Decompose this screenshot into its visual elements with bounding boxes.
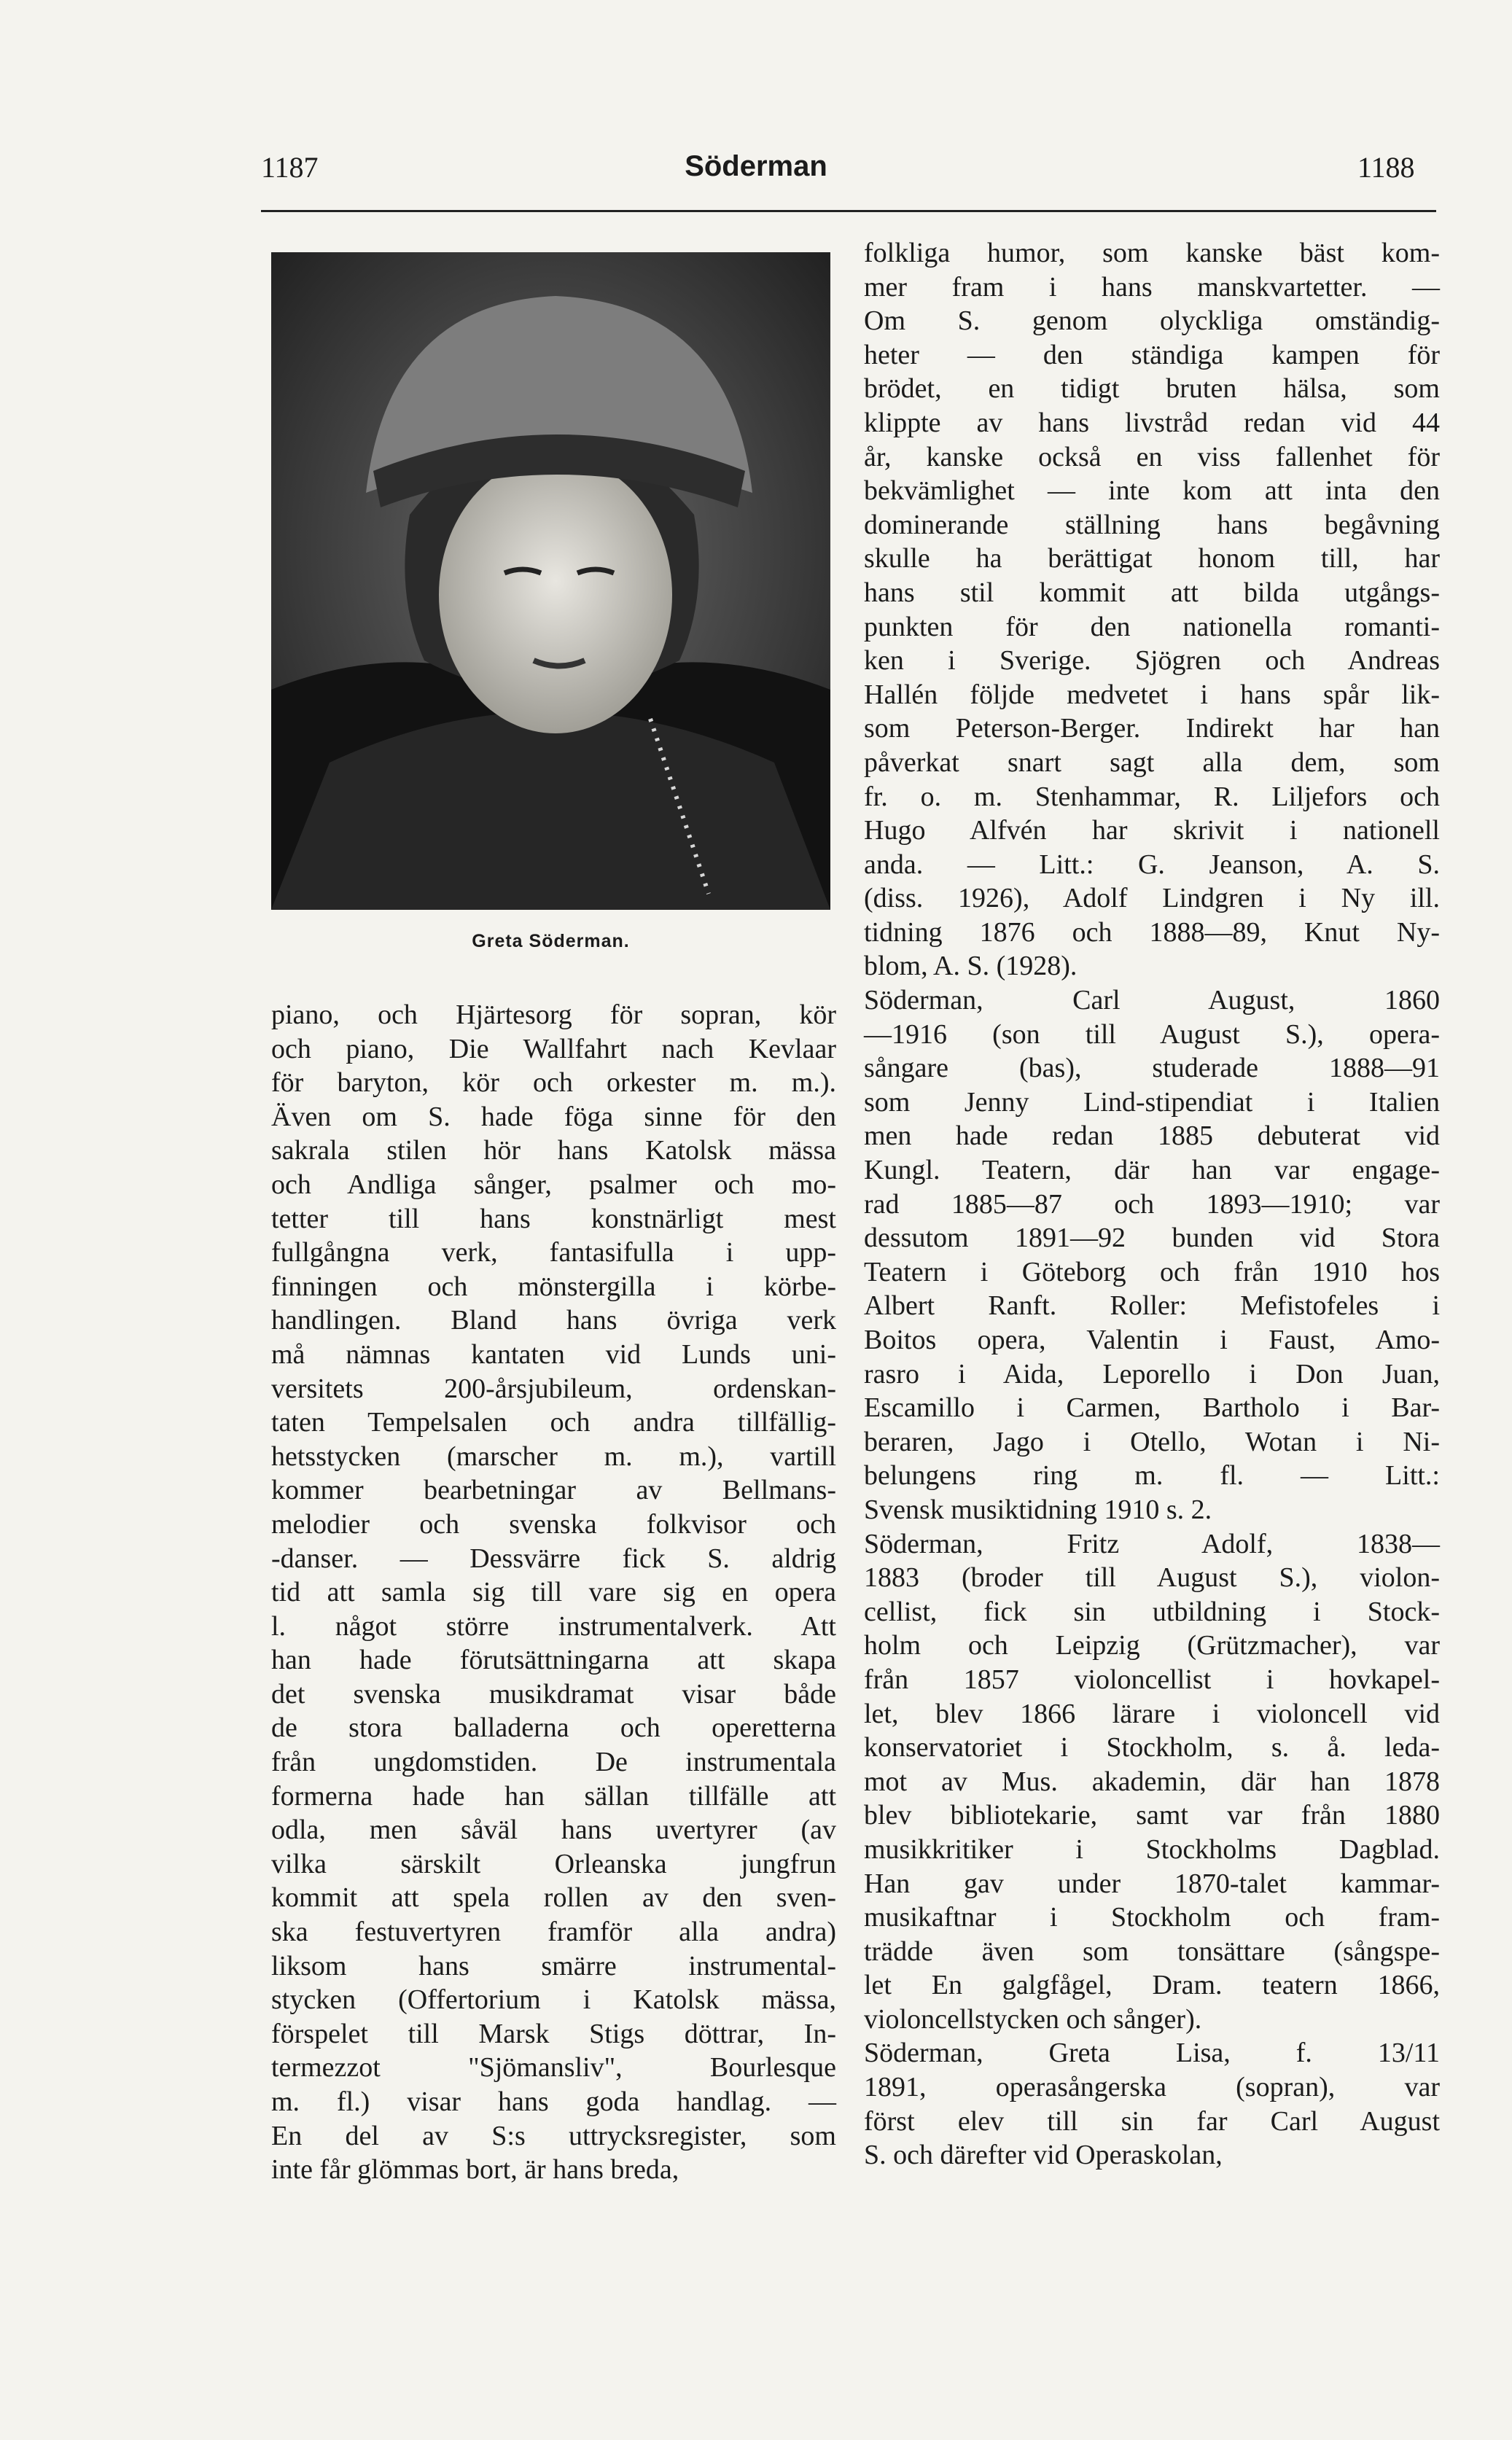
text-line: de stora balladerna och operetterna [271,1712,836,1744]
text-line: holm och Leipzig (Grützmacher), var [864,1630,1440,1661]
text-line: från 1857 violoncellist i hovkapel- [864,1664,1440,1695]
text-line: mot av Mus. akademin, där han 1878 [864,1766,1440,1797]
text-line: let En galgfågel, Dram. teatern 1866, [864,1970,1440,2001]
text-line: må nämnas kantaten vid Lunds uni- [271,1338,836,1370]
text-line: rasro i Aida, Leporello i Don Juan, [864,1358,1440,1389]
text-line: piano, och Hjärtesorg för sopran, kör [271,999,836,1030]
text-line: ska festuvertyren framför alla andra) [271,1917,836,1948]
page-number-right: 1188 [1357,151,1415,184]
text-line: Söderman, Fritz Adolf, 1838— [864,1528,1440,1559]
text-line: blev bibliotekarie, samt var från 1880 [864,1800,1440,1831]
text-line: Hugo Alfvén har skrivit i nationell [864,815,1440,846]
header-rule [261,210,1436,212]
text-line: först elev till sin far Carl August [864,2105,1440,2137]
text-line: han hade förutsättningarna att skapa [271,1645,836,1676]
text-line: Boitos opera, Valentin i Faust, Amo- [864,1325,1440,1355]
text-line: 1891, operasångerska (sopran), var [864,2072,1440,2103]
text-line: klippte av hans livstråd redan vid 44 [864,407,1440,438]
left-text-column [271,998,836,2187]
portrait-image [271,252,830,910]
running-head: Söderman [685,150,827,182]
text-line: musikkritiker i Stockholms Dagblad. [864,1833,1440,1865]
text-line: brödet, en tidigt bruten hälsa, som [864,373,1440,405]
text-line: sakrala stilen hör hans Katolsk mässa [271,1135,836,1166]
text-line: handlingen. Bland hans övriga verk [271,1305,836,1336]
text-line: violoncellstycken och sånger). [864,2003,1202,2035]
text-line: S. och därefter vid Operaskolan, [864,2140,1223,2171]
text-line: (diss. 1926), Adolf Lindgren i Ny ill. [864,883,1440,914]
text-line: dominerande ställning hans begåvning [864,509,1440,540]
text-line: Han gav under 1870-talet kammar- [864,1868,1440,1899]
text-line: inte får glömmas bort, är hans breda, [271,2154,679,2186]
text-line: melodier och svenska folkvisor och [271,1508,836,1540]
text-line: hetsstycken (marscher m. m.), vartill [271,1441,836,1472]
text-line: fullgångna verk, fantasifulla i upp- [271,1237,836,1268]
text-line: l. något större instrumentalverk. Att [271,1610,836,1642]
text-line: kommit att spela rollen av den sven- [271,1882,836,1914]
text-line: sångare (bas), studerade 1888—91 [864,1053,1440,1084]
text-line: Escamillo i Carmen, Bartholo i Bar- [864,1392,1440,1424]
text-line: Om S. genom olyckliga omständig- [864,305,1440,337]
text-line: påverkat snart sagt alla dem, som [864,747,1440,778]
text-line: Teatern i Göteborg och från 1910 hos [864,1256,1440,1287]
text-line: mer fram i hans manskvartetter. — [864,271,1440,303]
text-line: Svensk musiktidning 1910 s. 2. [864,1494,1212,1525]
text-line: Även om S. hade föga sinne för den [271,1101,836,1132]
text-line: som Jenny Lind-stipendiat i Italien [864,1086,1440,1118]
text-line: ken i Sverige. Sjögren och Andreas [864,645,1440,677]
text-line: tid att samla sig till vare sig en opera [271,1577,836,1608]
text-line: förspelet till Marsk Stigs döttrar, In- [271,2018,836,2049]
text-line: cellist, fick sin utbildning i Stock- [864,1596,1440,1627]
text-line: odla, men såväl hans uvertyrer (av [271,1815,836,1846]
text-line: musikaftnar i Stockholm och fram- [864,1902,1440,1933]
page-number-left: 1187 [261,151,319,184]
text-line: punkten för den nationella romanti- [864,611,1440,642]
text-line: från ungdomstiden. De instrumentala [271,1747,836,1778]
text-line: Albert Ranft. Roller: Mefistofeles i [864,1290,1440,1322]
text-line: 1883 (broder till August S.), violon- [864,1562,1440,1594]
text-line: folkliga humor, som kanske bäst kom- [864,238,1440,268]
text-line: kommer bearbetningar av Bellmans- [271,1475,836,1506]
text-line: let, blev 1866 lärare i violoncell vid [864,1698,1440,1729]
text-line: men hade redan 1885 debuterat vid [864,1120,1440,1152]
text-line: -danser. — Dessvärre fick S. aldrig [271,1543,836,1574]
text-line: det svenska musikdramat visar både [271,1678,836,1710]
text-line: Söderman, Carl August, 1860 [864,985,1440,1016]
text-line: och piano, Die Wallfahrt nach Kevlaar [271,1033,836,1064]
text-line: vilka särskilt Orleanska jungfrun [271,1848,836,1879]
text-line: beraren, Jago i Otello, Wotan i Ni- [864,1426,1440,1457]
text-line: liksom hans smärre instrumental- [271,1950,836,1981]
photo-caption: Greta Söderman. [472,931,630,951]
text-line: formerna hade han sällan tillfälle att [271,1780,836,1812]
text-line: m. fl.) visar hans goda handlag. — [271,2086,836,2117]
text-line: stycken (Offertorium i Katolsk mässa, [271,1984,836,2016]
text-line: taten Tempelsalen och andra tillfällig- [271,1407,836,1438]
text-line: år, kanske också en viss fallenhet för [864,441,1440,472]
text-line: anda. — Litt.: G. Jeanson, A. S. [864,849,1440,880]
text-line: tidning 1876 och 1888—89, Knut Ny- [864,916,1440,948]
text-line: heter — den ständiga kampen för [864,339,1440,370]
text-line: bekvämlighet — inte kom att inta den [864,475,1440,507]
text-line: dessutom 1891—92 bunden vid Stora [864,1223,1440,1254]
text-line: skulle ha berättigat honom till, har [864,543,1440,574]
text-line: som Peterson-Berger. Indirekt har han [864,713,1440,744]
text-line: Hallén följde medvetet i hans spår lik- [864,679,1440,710]
portrait-photo [271,252,830,910]
text-line: konservatoriet i Stockholm, s. å. leda- [864,1732,1440,1763]
text-line: för baryton, kör och orkester m. m.). [271,1067,836,1099]
text-line: blom, A. S. (1928). [864,951,1078,982]
text-line: termezzot "Sjömansliv", Bourlesque [271,2052,836,2084]
text-line: Kungl. Teatern, där han var engage- [864,1155,1440,1186]
text-line: och Andliga sånger, psalmer och mo- [271,1169,836,1200]
text-line: versitets 200-årsjubileum, ordenskan- [271,1373,836,1404]
text-line: finningen och mönstergilla i körbe- [271,1271,836,1302]
text-line: tetter till hans konstnärligt mest [271,1203,836,1234]
text-line: trädde även som tonsättare (sångspe- [864,1936,1440,1967]
text-line: Söderman, Greta Lisa, f. 13/11 [864,2038,1440,2069]
text-line: rad 1885—87 och 1893—1910; var [864,1188,1440,1220]
text-line: En del av S:s uttrycksregister, som [271,2120,836,2151]
text-line: hans stil kommit att bilda utgångs- [864,577,1440,608]
text-line: fr. o. m. Stenhammar, R. Liljefors och [864,781,1440,812]
text-line: belungens ring m. fl. — Litt.: [864,1460,1440,1492]
text-line: —1916 (son till August S.), opera- [864,1018,1440,1050]
right-text-column [864,236,1440,2172]
